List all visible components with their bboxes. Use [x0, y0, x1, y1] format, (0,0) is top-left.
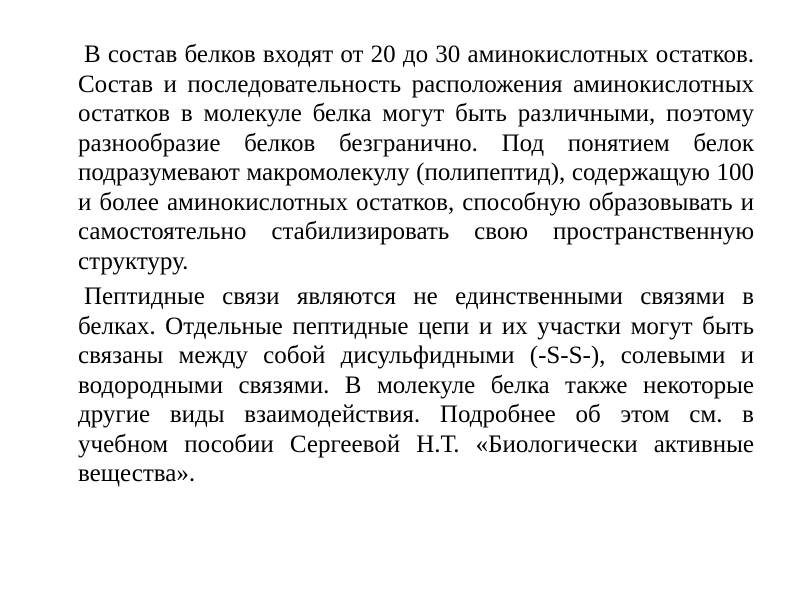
paragraph-peptide-bonds: Пептидные связи являются не единственными связями в белках. Отдельные пептидные цепи и их участки могут быть связаны между собой дисульфидными (-S-S-), солевыми и водородными связями. В молекуле белка также некоторые другие виды взаимодействия. Подробнее об этом см. в учебном пособии Сергеевой Н.Т. «Биологически активные вещества».	[78, 283, 754, 487]
slide-text-block	[78, 40, 754, 495]
paragraph-protein-composition: В состав белков входят от 20 до 30 аминокислотных остатков. Состав и последовательность расположения аминокислотных остатков в молекуле белка могут быть различными, поэтому разнообразие белков безгранично. Под понятием белок подразумевают макромолекулу (полипептид), содержащую 100 и более аминокислотных остатков, способную образовывать и самостоятельно стабилизировать свою пространственную структуру.	[78, 41, 754, 275]
